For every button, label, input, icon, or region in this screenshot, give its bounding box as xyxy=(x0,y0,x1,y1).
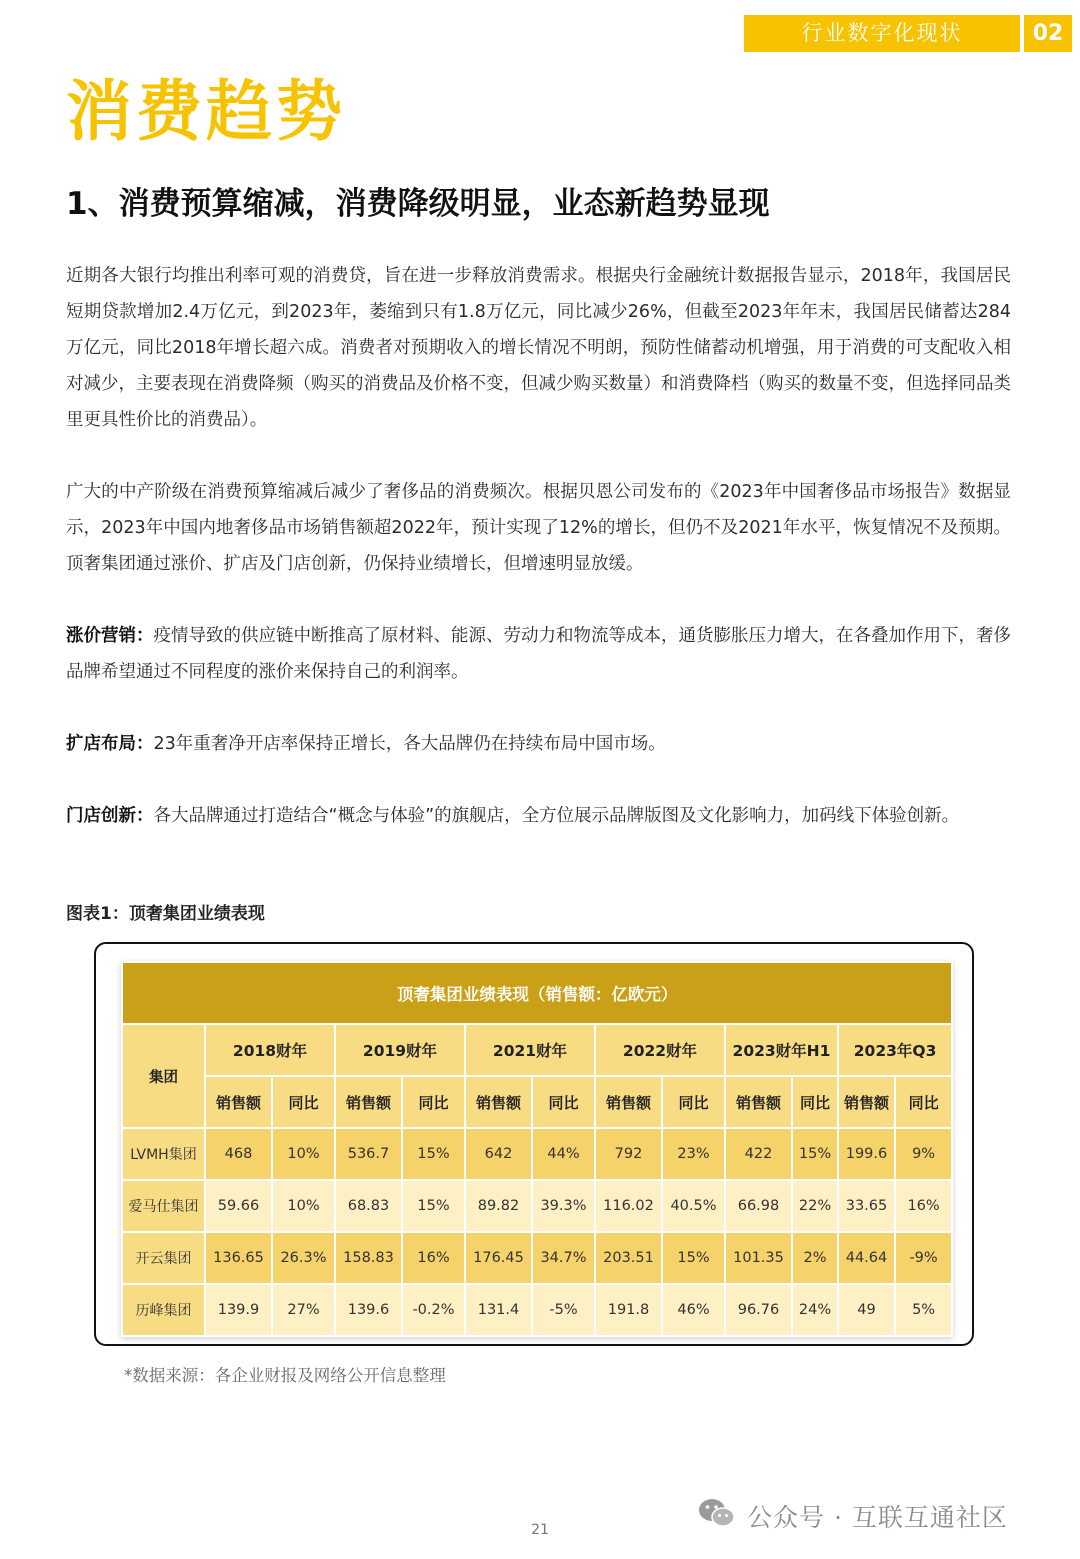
yoy-cell: -0.2% xyxy=(402,1284,465,1336)
sales-cell: 139.9 xyxy=(205,1284,272,1336)
section-label: 行业数字化现状 xyxy=(744,15,1020,52)
yoy-subheader: 同比 xyxy=(402,1076,465,1128)
sales-cell: 44.64 xyxy=(838,1232,895,1284)
year-header: 2022财年 xyxy=(595,1024,725,1076)
year-header: 2023财年H1 xyxy=(725,1024,838,1076)
paragraph-text: 23年重奢净开店率保持正增长，各大品牌仍在持续布局中国市场。 xyxy=(153,734,666,754)
section-number: 02 xyxy=(1024,15,1072,52)
year-header: 2023年Q3 xyxy=(838,1024,952,1076)
sales-cell: 89.82 xyxy=(465,1180,532,1232)
sales-cell: 101.35 xyxy=(725,1232,792,1284)
sales-cell: 59.66 xyxy=(205,1180,272,1232)
yoy-subheader: 同比 xyxy=(272,1076,335,1128)
sales-cell: 66.98 xyxy=(725,1180,792,1232)
sales-cell: 136.65 xyxy=(205,1232,272,1284)
yoy-cell: 9% xyxy=(895,1128,952,1180)
row-group-name: 爱马仕集团 xyxy=(122,1180,205,1232)
sales-cell: 96.76 xyxy=(725,1284,792,1336)
yoy-cell: 40.5% xyxy=(662,1180,725,1232)
page-number: 21 xyxy=(531,1522,549,1538)
paragraph-text: 疫情导致的供应链中断推高了原材料、能源、劳动力和物流等成本，通货膨胀压力增大，在各叠加作用下，奢侈品牌希望通过不同程度的涨价来保持自己的利润率。 xyxy=(66,626,1011,682)
sales-cell: 792 xyxy=(595,1128,662,1180)
paragraph-store-innovation xyxy=(66,798,1011,834)
yoy-cell: 15% xyxy=(662,1232,725,1284)
yoy-subheader: 同比 xyxy=(662,1076,725,1128)
table-row xyxy=(122,1128,952,1180)
row-group-name: LVMH集团 xyxy=(122,1128,205,1180)
yoy-cell: -9% xyxy=(895,1232,952,1284)
page-title: 消费趋势 xyxy=(66,73,346,150)
sales-cell: 49 xyxy=(838,1284,895,1336)
sales-cell: 176.45 xyxy=(465,1232,532,1284)
paragraph-price-marketing xyxy=(66,618,1011,690)
paragraph-2: 广大的中产阶级在消费预算缩减后减少了奢侈品的消费频次。根据贝恩公司发布的《2023年中国奢侈品市场报告》数据显示，2023年中国内地奢侈品市场销售额超2022年，预计实现了12%的增长，但仍不及2021年水平，恢复情况不及预期。顶奢集团通过涨价、扩店及门店创新，仍保持业绩增长，但增速明显放缓。 xyxy=(66,482,1011,574)
yoy-cell: 5% xyxy=(895,1284,952,1336)
sales-cell: 536.7 xyxy=(335,1128,402,1180)
table-row xyxy=(122,1180,952,1232)
yoy-cell: 34.7% xyxy=(532,1232,595,1284)
sales-cell: 33.65 xyxy=(838,1180,895,1232)
yoy-cell: 15% xyxy=(792,1128,838,1180)
row-group-name: 开云集团 xyxy=(122,1232,205,1284)
yoy-cell: 16% xyxy=(895,1180,952,1232)
sales-cell: 422 xyxy=(725,1128,792,1180)
yoy-cell: 22% xyxy=(792,1180,838,1232)
year-header: 2021财年 xyxy=(465,1024,595,1076)
sales-subheader: 销售额 xyxy=(838,1076,895,1128)
sales-cell: 139.6 xyxy=(335,1284,402,1336)
yoy-cell: 23% xyxy=(662,1128,725,1180)
yoy-cell: 15% xyxy=(402,1128,465,1180)
yoy-subheader: 同比 xyxy=(895,1076,952,1128)
paragraph-store-expansion xyxy=(66,726,1011,762)
yoy-cell: -5% xyxy=(532,1284,595,1336)
yoy-subheader: 同比 xyxy=(792,1076,838,1128)
sales-cell: 68.83 xyxy=(335,1180,402,1232)
sales-subheader: 销售额 xyxy=(205,1076,272,1128)
paragraph-label: 涨价营销： xyxy=(66,626,154,646)
yoy-cell: 46% xyxy=(662,1284,725,1336)
yoy-cell: 16% xyxy=(402,1232,465,1284)
group-header: 集团 xyxy=(122,1024,205,1128)
yoy-cell: 15% xyxy=(402,1180,465,1232)
sales-cell: 191.8 xyxy=(595,1284,662,1336)
sales-cell: 468 xyxy=(205,1128,272,1180)
yoy-cell: 24% xyxy=(792,1284,838,1336)
yoy-cell: 26.3% xyxy=(272,1232,335,1284)
performance-table xyxy=(121,961,953,1337)
sales-cell: 116.02 xyxy=(595,1180,662,1232)
yoy-cell: 44% xyxy=(532,1128,595,1180)
sales-cell: 158.83 xyxy=(335,1232,402,1284)
yoy-cell: 27% xyxy=(272,1284,335,1336)
yoy-cell: 10% xyxy=(272,1180,335,1232)
table-row xyxy=(122,1284,952,1336)
table-caption: 顶奢集团业绩表现（销售额：亿欧元） xyxy=(122,962,952,1024)
year-header: 2019财年 xyxy=(335,1024,465,1076)
sales-cell: 203.51 xyxy=(595,1232,662,1284)
yoy-cell: 10% xyxy=(272,1128,335,1180)
sales-subheader: 销售额 xyxy=(465,1076,532,1128)
paragraph-label: 扩店布局： xyxy=(66,734,154,754)
sales-cell: 642 xyxy=(465,1128,532,1180)
paragraph-1: 近期各大银行均推出利率可观的消费贷，旨在进一步释放消费需求。根据央行金融统计数据报告显示，2018年，我国居民短期贷款增加2.4万亿元，到2023年，萎缩到只有1.8万亿元，同比减少26%，但截至2023年年末，我国居民储蓄达284万亿元，同比2018年增长超六成。消费者对预期收入的增长情况不明朗，预防性储蓄动机增强，用于消费的可支配收入相对减少，主要表现在消费降频（购买的消费品及价格不变，但减少购买数量）和消费降档（购买的数量不变，但选择同品类里更具性价比的消费品）。 xyxy=(66,266,1011,430)
source-note: *数据来源：各企业财报及网络公开信息整理 xyxy=(124,1366,446,1385)
sales-cell: 199.6 xyxy=(838,1128,895,1180)
yoy-subheader: 同比 xyxy=(532,1076,595,1128)
sales-subheader: 销售额 xyxy=(725,1076,792,1128)
sales-cell: 131.4 xyxy=(465,1284,532,1336)
sales-subheader: 销售额 xyxy=(595,1076,662,1128)
yoy-cell: 2% xyxy=(792,1232,838,1284)
paragraph-text: 各大品牌通过打造结合“概念与体验”的旗舰店，全方位展示品牌版图及文化影响力，加码线下体验创新。 xyxy=(153,806,960,826)
watermark-text: 公众号 · 互联互通社区 xyxy=(747,1503,1008,1532)
yoy-cell: 39.3% xyxy=(532,1180,595,1232)
row-group-name: 历峰集团 xyxy=(122,1284,205,1336)
figure-caption: 图表1：顶奢集团业绩表现 xyxy=(66,904,265,924)
paragraph-label: 门店创新： xyxy=(66,806,154,826)
table-row xyxy=(122,1232,952,1284)
sales-subheader: 销售额 xyxy=(335,1076,402,1128)
year-header: 2018财年 xyxy=(205,1024,335,1076)
section-heading: 1、消费预算缩减，消费降级明显，业态新趋势显现 xyxy=(66,186,770,222)
